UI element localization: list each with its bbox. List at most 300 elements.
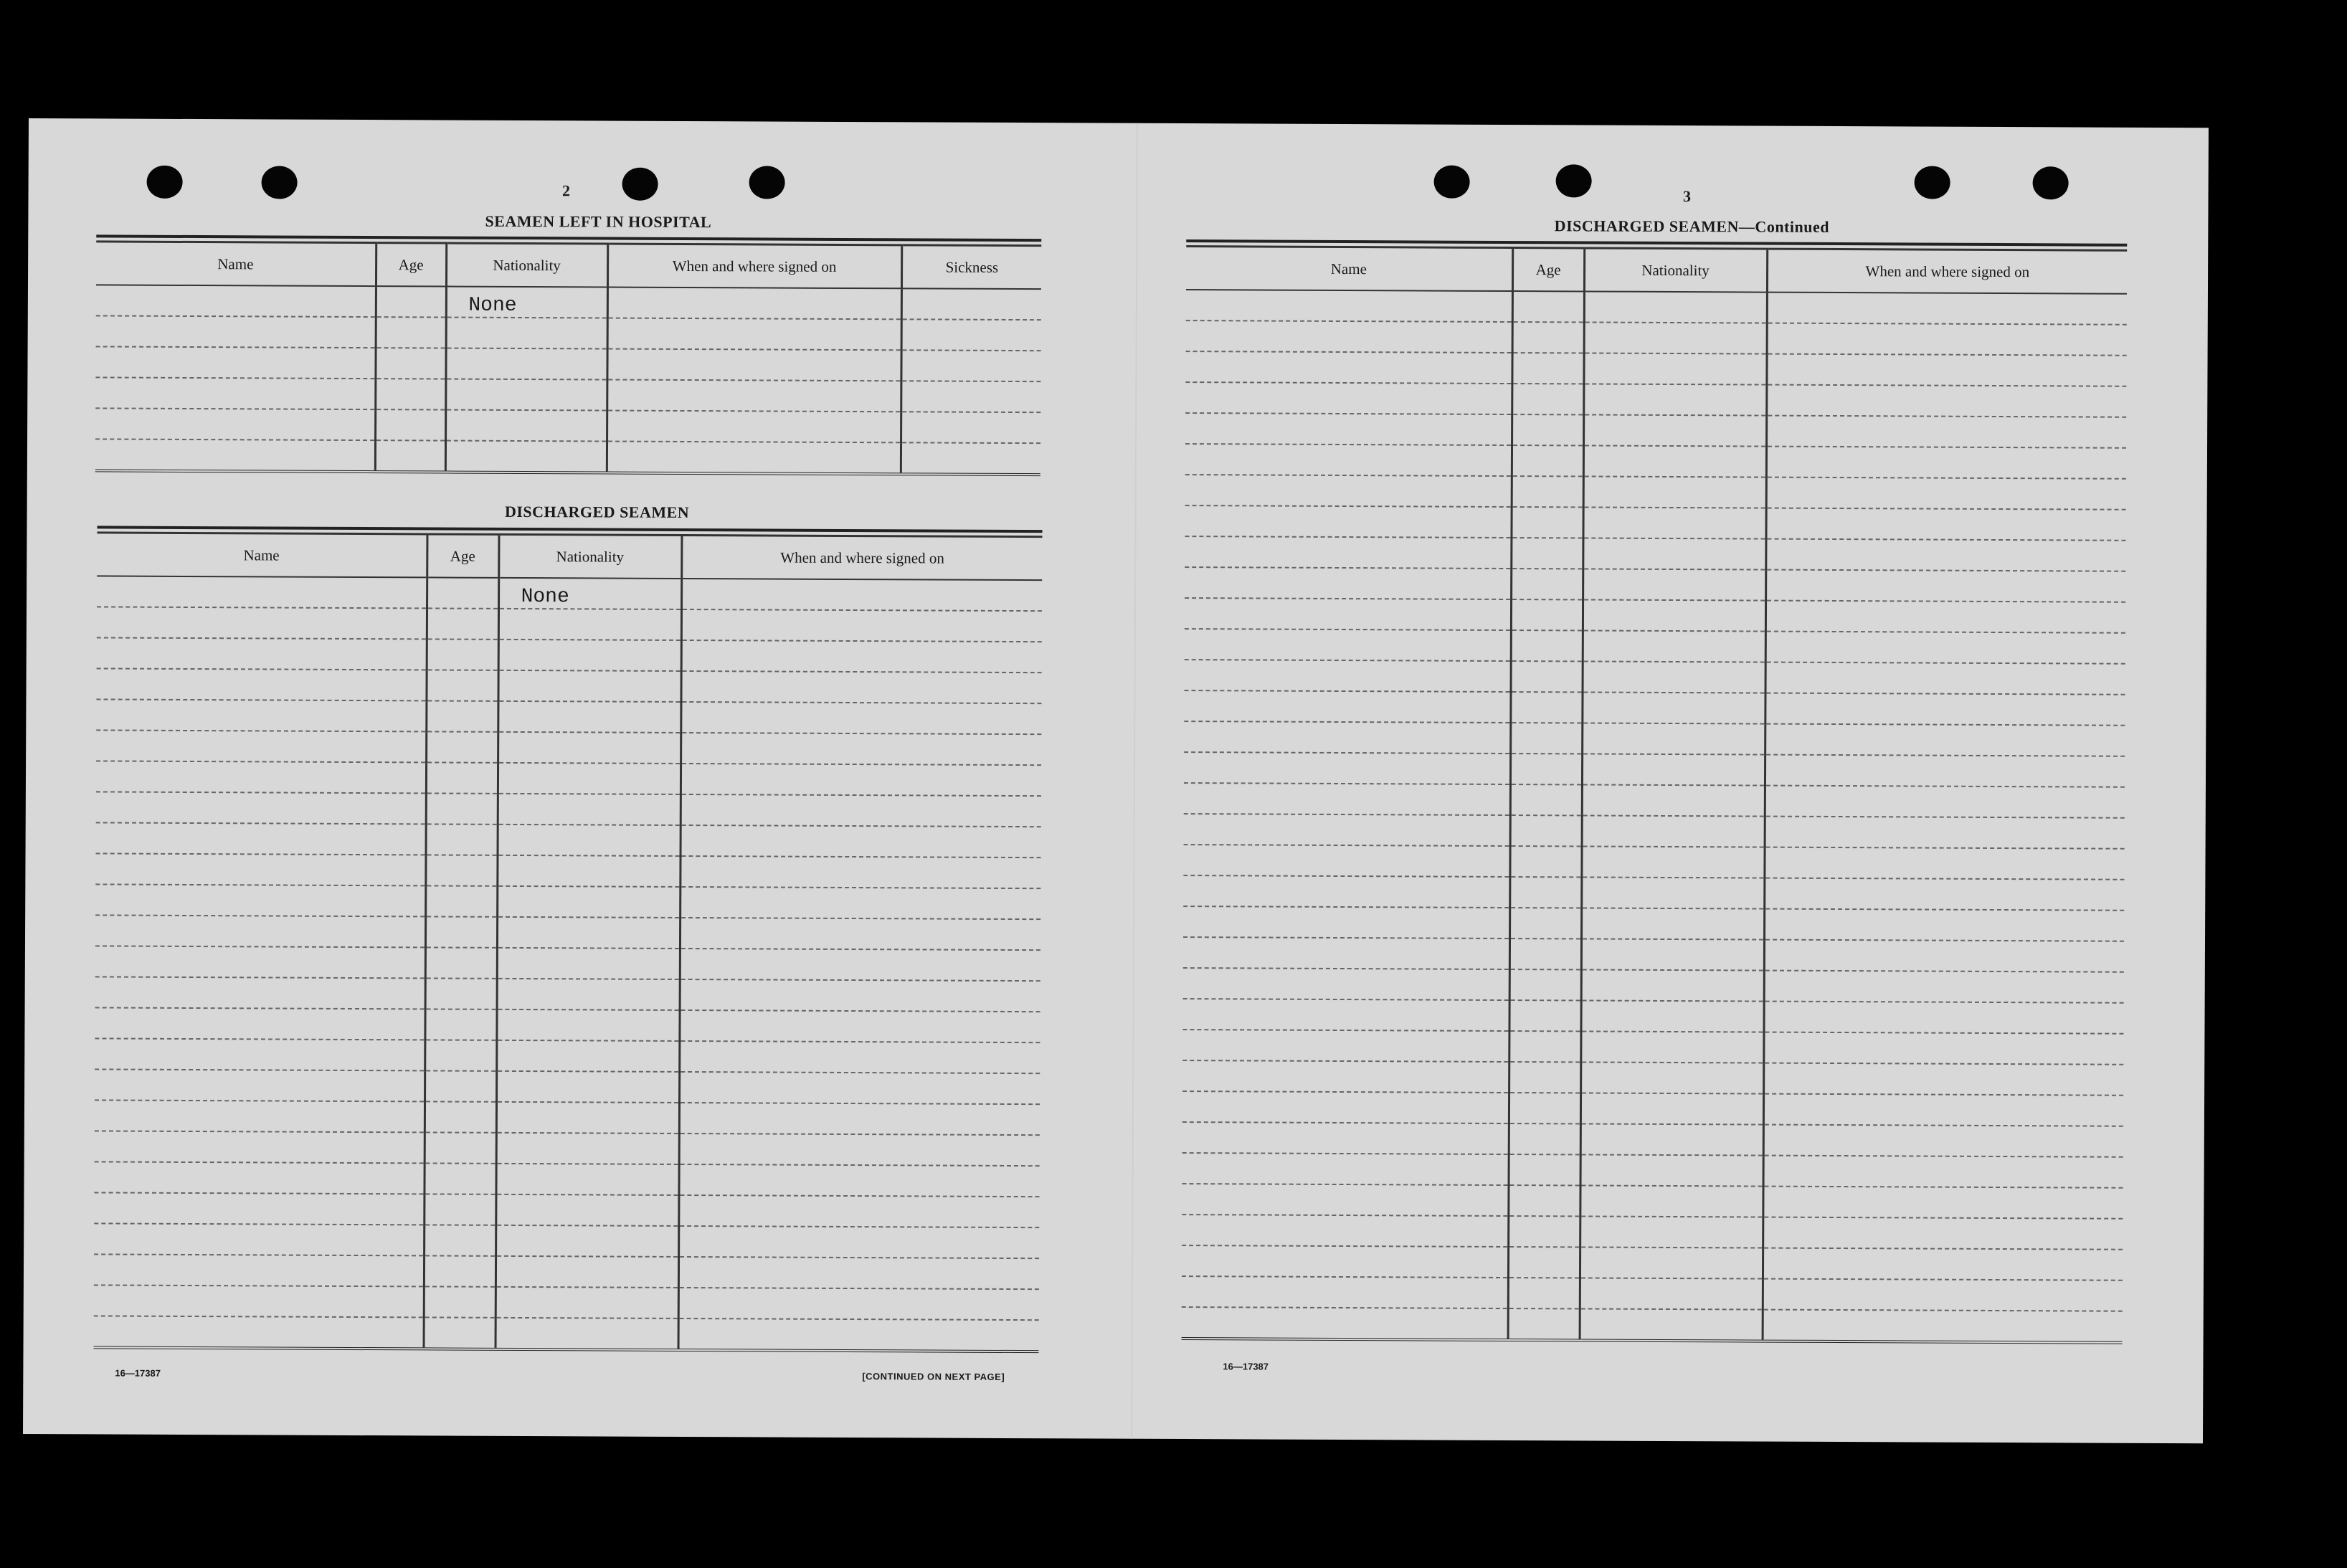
cell-age (426, 700, 498, 731)
table-row (96, 285, 1041, 320)
table-row (94, 1192, 1039, 1227)
cell-name (1183, 968, 1509, 1000)
cell-name (1185, 505, 1511, 538)
cell-age (1509, 1062, 1580, 1093)
table-row (1184, 814, 2125, 849)
cell-age (426, 793, 498, 824)
cell-signed-on (1765, 601, 2125, 633)
cell-age (376, 317, 446, 348)
cell-nationality (1580, 1154, 1763, 1186)
discharged-continued-table-body (1182, 290, 2127, 1343)
column-header-nationality: Nationality (1584, 248, 1767, 293)
cell-nationality (496, 1102, 679, 1134)
table-row (96, 699, 1041, 734)
cell-nationality (1584, 322, 1767, 353)
cell-age (425, 1070, 496, 1101)
cell-signed-on (1765, 786, 2125, 818)
cell-name (1183, 906, 1509, 939)
cell-nationality (1583, 445, 1766, 477)
cell-nationality (498, 640, 681, 671)
cell-signed-on (681, 579, 1042, 611)
cell-name (96, 668, 426, 700)
cell-name (1186, 290, 1512, 322)
form-code: 16—17387 (115, 1367, 161, 1379)
discharged-header-row (97, 533, 1042, 580)
cell-age (1510, 754, 1582, 784)
cell-name (96, 285, 376, 317)
cell-name (1182, 1215, 1508, 1247)
table-row (1186, 320, 2127, 356)
cell-signed-on (1764, 940, 2124, 972)
cell-signed-on (1766, 447, 2126, 479)
table-row (96, 730, 1041, 765)
cell-name (1182, 1245, 1508, 1278)
cell-age (425, 1040, 496, 1070)
table-row (95, 1100, 1040, 1135)
cell-name (1184, 783, 1510, 815)
cell-nationality (445, 348, 607, 380)
cell-signed-on (1766, 385, 2126, 417)
cell-signed-on (1763, 1032, 2123, 1065)
punch-hole (622, 168, 658, 201)
cell-nationality (1583, 384, 1766, 415)
table-row (96, 668, 1041, 703)
cell-name (95, 853, 425, 885)
cell-signed-on (1764, 847, 2124, 880)
cell-signed-on (1766, 416, 2126, 448)
cell-nationality (1583, 476, 1766, 508)
cell-signed-on (680, 979, 1040, 1012)
cell-signed-on (681, 702, 1041, 734)
column-header-signed-on: When and where signed on (1767, 249, 2127, 294)
cell-name (95, 1038, 425, 1070)
cell-name (1182, 1153, 1509, 1185)
table-row (1185, 660, 2125, 695)
cell-nationality (497, 855, 680, 887)
cell-name (1182, 999, 1509, 1031)
cell-nationality (1580, 1216, 1763, 1248)
cell-signed-on (1764, 909, 2124, 941)
cell-name (1185, 413, 1512, 445)
cell-name (1184, 752, 1510, 784)
cell-nationality (498, 670, 681, 702)
cell-nationality (497, 979, 680, 1010)
cell-name (1185, 382, 1512, 414)
cell-nationality (496, 1009, 679, 1041)
cell-signed-on (679, 1134, 1040, 1166)
cell-nationality (1583, 507, 1765, 538)
form-code: 16—17387 (1223, 1361, 1269, 1372)
table-row (1182, 1184, 2123, 1219)
cell-name (97, 576, 427, 608)
cell-signed-on (607, 442, 901, 475)
cell-nationality (445, 441, 607, 473)
table-row (1182, 1153, 2123, 1188)
table-row (95, 977, 1040, 1012)
table-row (95, 1131, 1040, 1166)
cell-signed-on (678, 1318, 1039, 1351)
cell-name (1184, 721, 1510, 754)
cell-age (424, 1163, 496, 1194)
cell-age (1510, 784, 1582, 815)
punch-hole (1915, 166, 1950, 199)
table-row (1185, 444, 2126, 479)
cell-age (427, 608, 498, 639)
cell-age (1509, 877, 1581, 908)
hospital-header-row (96, 242, 1041, 289)
cell-sickness (901, 319, 1041, 351)
cell-age (1509, 1123, 1580, 1154)
table-row (97, 607, 1042, 642)
punch-hole (1556, 164, 1592, 197)
cell-nationality (1581, 846, 1764, 878)
cell-age (1512, 476, 1583, 507)
cell-age (425, 978, 497, 1009)
cell-name (95, 1131, 425, 1163)
cell-name (94, 1254, 424, 1286)
cell-name (94, 1192, 424, 1225)
right-page (1131, 123, 2209, 1444)
table-row (96, 315, 1041, 351)
cell-age (424, 1317, 496, 1349)
cell-name (1185, 475, 1512, 507)
cell-name (95, 977, 425, 1009)
cell-age (375, 379, 445, 409)
cell-name (1185, 536, 1511, 569)
cell-nationality (1584, 292, 1767, 323)
cell-name (1185, 660, 1511, 692)
cell-signed-on (1767, 293, 2127, 325)
cell-nationality (496, 1256, 678, 1288)
cell-name (1182, 1276, 1508, 1308)
table-row (1183, 937, 2124, 972)
cell-age (425, 947, 497, 978)
cell-signed-on (1765, 817, 2125, 849)
cell-signed-on (1766, 477, 2126, 510)
cell-age (376, 287, 446, 317)
table-row (95, 377, 1040, 412)
cell-name (95, 377, 375, 409)
cell-signed-on (1764, 878, 2124, 911)
table-row (95, 439, 1040, 475)
cell-age (375, 440, 445, 472)
table-row (1185, 475, 2126, 510)
discharged-table-body (94, 576, 1043, 1351)
cell-age (424, 1225, 496, 1255)
cell-name (95, 439, 375, 472)
cell-signed-on (1763, 1187, 2123, 1219)
table-row (96, 761, 1041, 796)
cell-age (426, 731, 498, 762)
table-row (96, 822, 1041, 857)
cell-nationality (497, 948, 680, 979)
cell-signed-on (681, 671, 1041, 703)
cell-signed-on (1764, 971, 2124, 1003)
table-row (1185, 351, 2126, 386)
cell-signed-on (607, 318, 901, 351)
cell-signed-on (1765, 632, 2125, 664)
cell-name (96, 761, 426, 793)
cell-nationality (498, 701, 681, 733)
cell-name (1185, 351, 1512, 384)
cell-signed-on (607, 411, 901, 443)
cell-age (1512, 322, 1584, 353)
table-row (1182, 1091, 2123, 1126)
cell-nationality (1580, 1308, 1763, 1341)
cell-name (1182, 1060, 1509, 1093)
cell-age (425, 1101, 496, 1132)
cell-nationality (1583, 599, 1765, 631)
cell-name (1183, 845, 1509, 877)
cell-nationality (496, 1194, 678, 1226)
table-row (95, 346, 1040, 381)
cell-name (96, 792, 426, 824)
cell-nationality (1583, 353, 1766, 384)
cell-name (95, 1007, 425, 1040)
cell-nationality (1583, 538, 1765, 569)
cell-age (426, 670, 498, 700)
cell-nationality (498, 794, 681, 825)
table-row (1182, 1060, 2123, 1096)
cell-nationality (445, 410, 607, 442)
cell-age (375, 409, 445, 440)
cell-nationality (1582, 723, 1765, 754)
cell-age (1512, 384, 1583, 414)
table-row (97, 576, 1042, 611)
cell-age (426, 762, 498, 793)
discharged-section-title: DISCHARGED SEAMEN (504, 502, 690, 522)
cell-nationality (498, 763, 681, 794)
cell-age (1508, 1278, 1580, 1308)
cell-sickness (901, 412, 1040, 443)
cell-signed-on (1765, 724, 2125, 756)
cell-age (425, 1132, 496, 1163)
cell-nationality (496, 1133, 679, 1164)
cell-nationality (1580, 1185, 1763, 1217)
table-row (95, 1069, 1040, 1104)
cell-age (1508, 1216, 1580, 1247)
cell-nationality (498, 732, 681, 764)
cell-age (1511, 661, 1583, 692)
table-row (1182, 999, 2123, 1034)
cell-name (94, 1161, 424, 1194)
scanned-document (23, 118, 2209, 1443)
cell-nationality (1582, 692, 1765, 723)
cell-sickness (901, 289, 1041, 320)
cell-nationality (496, 1287, 678, 1318)
cell-nationality (496, 1040, 679, 1072)
cell-nationality (1580, 1093, 1763, 1124)
cell-name (95, 946, 425, 978)
column-header-name: Name (1186, 247, 1512, 291)
column-header-age: Age (427, 534, 498, 578)
cell-name (1183, 875, 1509, 908)
cell-name (1184, 814, 1510, 846)
cell-signed-on (1763, 1310, 2123, 1343)
cell-age (424, 1286, 496, 1317)
cell-age (424, 1255, 496, 1286)
cell-sickness (901, 350, 1040, 381)
cell-nationality (1580, 1123, 1763, 1155)
cell-signed-on (1765, 662, 2125, 695)
cell-name (1185, 567, 1511, 599)
table-row (1182, 1245, 2123, 1280)
cell-age (1511, 507, 1583, 538)
cell-age (1510, 815, 1582, 846)
table-row (97, 637, 1042, 673)
page-number: 2 (562, 181, 571, 200)
cell-signed-on (680, 949, 1040, 981)
cell-nationality (1583, 569, 1765, 600)
cell-nationality (496, 1225, 678, 1257)
cell-name (96, 699, 426, 731)
table-row (94, 1223, 1039, 1258)
cell-signed-on (1765, 755, 2125, 787)
table-row (96, 792, 1041, 827)
cell-age (426, 824, 498, 855)
cell-nationality (496, 1164, 678, 1195)
cell-signed-on (1765, 539, 2125, 571)
discharged-continued-header-row (1186, 247, 2127, 294)
table-row (1185, 598, 2125, 633)
cell-name (95, 1100, 425, 1132)
cell-name (1182, 1122, 1509, 1154)
table-row (1182, 1215, 2123, 1250)
cell-name (1185, 598, 1511, 630)
cell-signed-on (678, 1195, 1039, 1227)
table-row (1183, 845, 2124, 880)
cell-age (425, 916, 497, 947)
table-row (1183, 906, 2124, 941)
cell-name (96, 822, 426, 855)
cell-age (375, 348, 445, 379)
cell-name (1185, 629, 1511, 661)
hospital-section-title: SEAMEN LEFT IN HOSPITAL (485, 212, 712, 232)
cell-age (1509, 1154, 1580, 1185)
table-row (94, 1316, 1039, 1351)
punch-hole (1434, 166, 1470, 199)
cell-name (95, 408, 375, 440)
column-header-sickness: Sickness (901, 245, 1041, 289)
cell-signed-on (681, 764, 1041, 796)
punch-hole (749, 166, 785, 199)
table-row (95, 884, 1040, 919)
cell-signed-on (1763, 1279, 2123, 1311)
cell-name (94, 1223, 424, 1255)
cell-age (1509, 969, 1581, 1000)
cell-name (96, 315, 376, 348)
table-row (95, 1038, 1040, 1073)
table-row (95, 1007, 1040, 1042)
cell-name (95, 884, 425, 916)
table-row (1185, 382, 2126, 417)
discharged-table (94, 531, 1043, 1353)
cell-name (95, 1069, 425, 1101)
cell-nationality (1582, 754, 1765, 785)
cell-signed-on (681, 609, 1042, 642)
cell-nationality (1583, 661, 1765, 693)
cell-age (1508, 1308, 1580, 1340)
cell-signed-on (1763, 1248, 2123, 1280)
cell-nationality: None (498, 579, 681, 609)
cell-age (1509, 1031, 1580, 1062)
cell-nationality (1581, 939, 1764, 970)
cell-signed-on (678, 1164, 1039, 1197)
cell-signed-on (679, 1010, 1040, 1042)
cell-nationality (498, 609, 681, 640)
table-row (95, 946, 1040, 981)
column-header-name: Name (97, 533, 427, 578)
cell-age (425, 1009, 496, 1040)
punch-hole (262, 166, 298, 199)
table-row (1186, 290, 2127, 325)
cell-nationality (1582, 784, 1765, 816)
cell-name (1182, 1091, 1509, 1123)
table-row (1182, 1122, 2123, 1157)
cell-age (425, 885, 497, 916)
cell-age (1509, 1000, 1580, 1031)
cell-signed-on (1765, 693, 2125, 726)
cell-nationality (445, 379, 607, 411)
cell-nationality (1583, 630, 1765, 662)
cell-name (1182, 1307, 1508, 1340)
cell-age (1509, 846, 1581, 877)
cell-age (427, 578, 498, 608)
column-header-age: Age (376, 243, 446, 287)
cell-sickness (901, 442, 1040, 475)
cell-name (95, 346, 375, 379)
cell-age (1511, 538, 1583, 569)
cell-nationality (1583, 414, 1766, 446)
cell-age (1510, 723, 1582, 754)
cell-nationality (496, 1318, 678, 1350)
cell-age (425, 855, 497, 885)
table-row (1184, 752, 2125, 787)
cell-signed-on (679, 1103, 1040, 1135)
table-row (1185, 536, 2125, 571)
column-header-signed-on: When and where signed on (681, 535, 1042, 580)
cell-signed-on (1763, 1002, 2123, 1034)
cell-age (1510, 692, 1582, 723)
table-row (1183, 875, 2124, 911)
cell-name (97, 607, 427, 639)
cell-signed-on (678, 1288, 1039, 1320)
cell-signed-on (607, 380, 901, 412)
cell-name (94, 1316, 424, 1349)
cell-nationality (498, 825, 681, 856)
cell-signed-on (681, 733, 1041, 765)
cell-signed-on (1767, 323, 2127, 356)
cell-signed-on (607, 288, 901, 320)
cell-name (1182, 1030, 1509, 1062)
cell-nationality (1580, 1000, 1763, 1032)
table-row (94, 1161, 1039, 1197)
table-row (1184, 690, 2125, 726)
cell-name (1182, 1184, 1508, 1216)
cell-nationality (1580, 1278, 1763, 1309)
cell-name (95, 915, 425, 947)
cell-signed-on (1765, 570, 2125, 602)
discharged-continued-table (1182, 245, 2128, 1344)
table-row (1184, 721, 2125, 756)
table-row (1182, 1307, 2123, 1343)
table-row (1185, 505, 2125, 541)
cell-nationality (497, 886, 680, 918)
table-row (1185, 413, 2126, 448)
cell-age (427, 639, 498, 670)
cell-signed-on (680, 887, 1040, 919)
cell-nationality (1580, 1247, 1763, 1278)
